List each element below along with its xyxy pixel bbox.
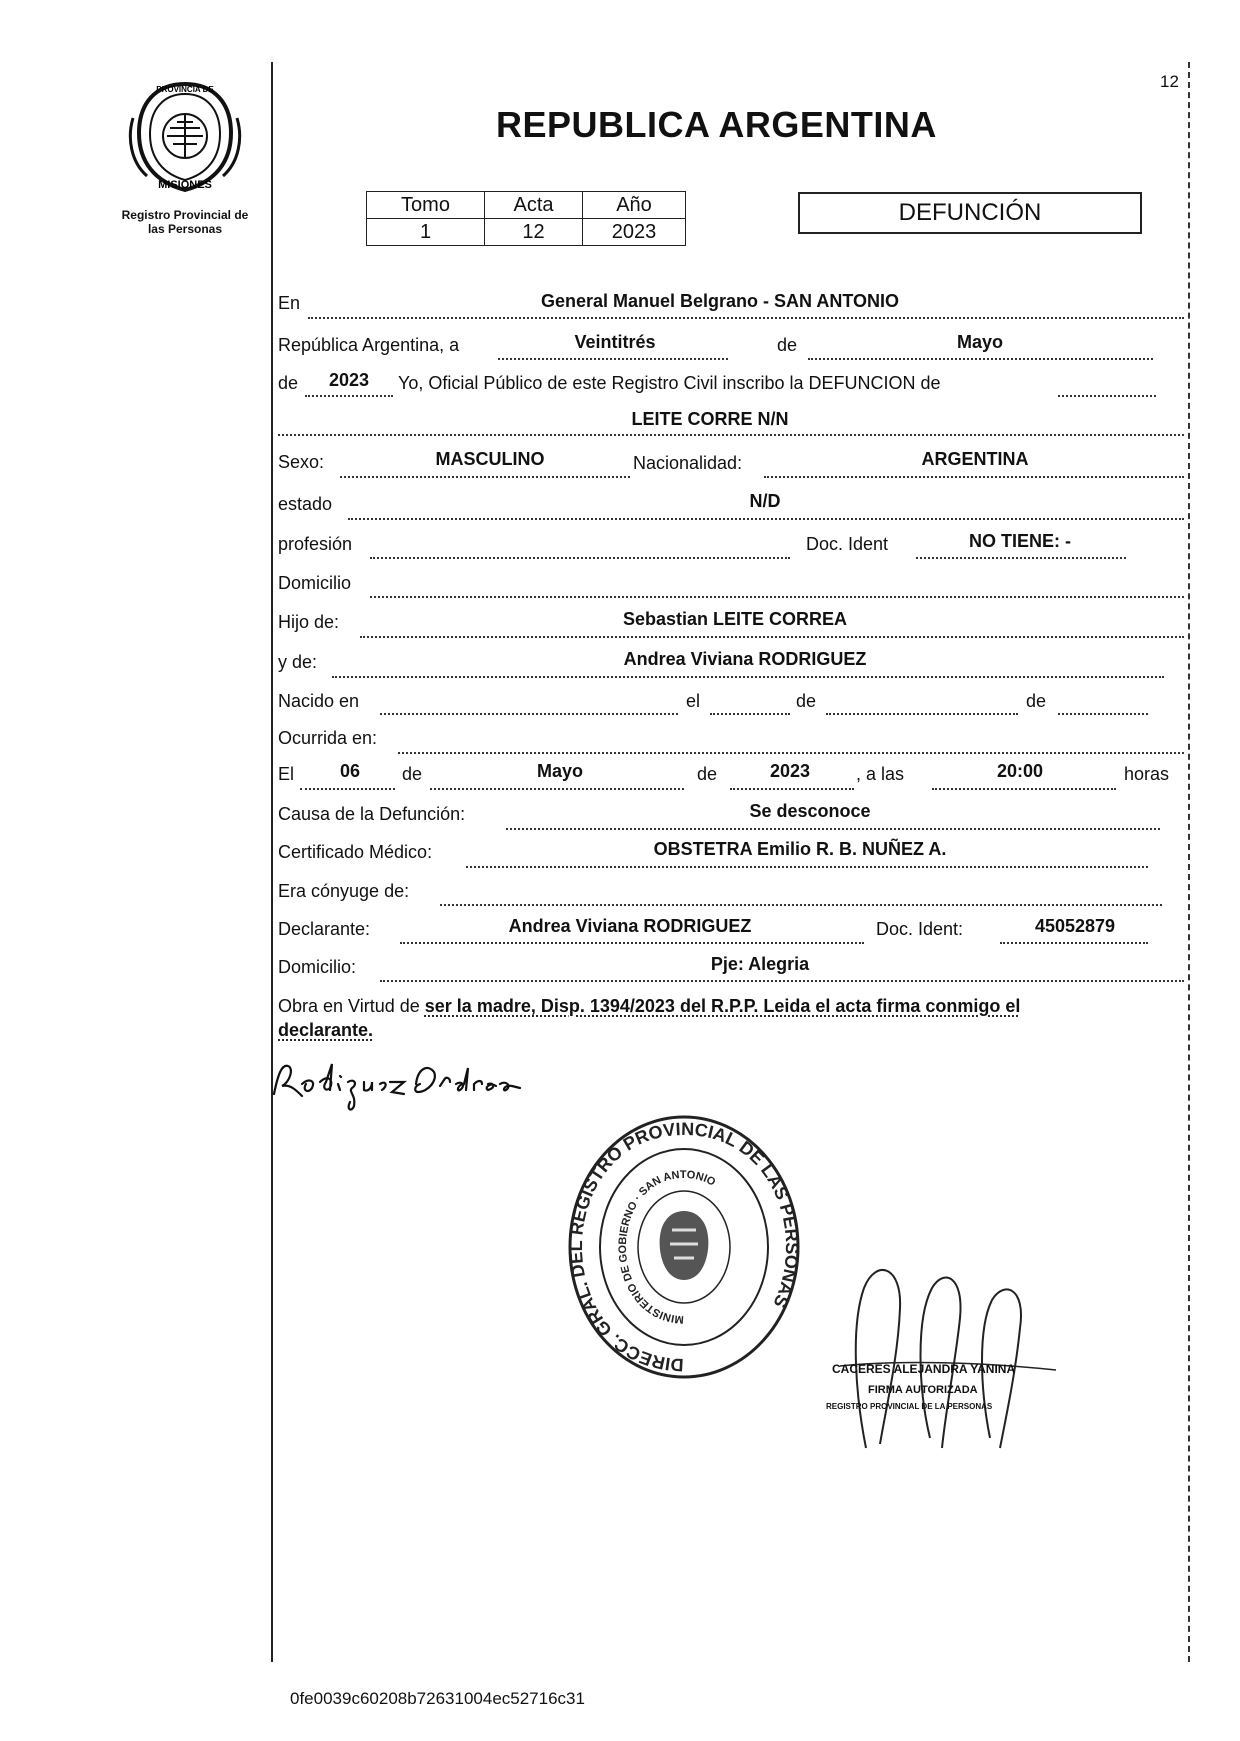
- domicilio2-dots: [380, 980, 1184, 982]
- nacionalidad-dots: [764, 476, 1184, 478]
- obra-value-line2: declarante.: [278, 1020, 374, 1040]
- official-name: CACERES ALEJANDRA YANINA: [832, 1362, 1016, 1376]
- de4-dots: [1058, 713, 1148, 715]
- de-label: de: [777, 335, 798, 355]
- declarante-label: Declarante:: [278, 919, 371, 939]
- estado-dots: [348, 518, 1184, 520]
- yde-value: Andrea Viviana RODRIGUEZ: [623, 649, 867, 669]
- anio-dots: [305, 395, 393, 397]
- anio2-dots: [730, 788, 854, 790]
- dia-dots: [498, 358, 728, 360]
- doc-ident-dots: [916, 557, 1126, 559]
- yde-label: y de:: [278, 652, 318, 672]
- en-label: En: [278, 293, 301, 313]
- yo-label: Yo, Oficial Público de este Registro Civil inscribo la DEFUNCION de: [398, 373, 941, 393]
- hijo-dots: [360, 636, 1184, 638]
- anio-label: Año: [583, 192, 686, 219]
- horas-label: horas: [1124, 764, 1170, 784]
- seal-inner-text: MINISTERIO DE GOBIERNO · SAN ANTONIO: [616, 1168, 718, 1326]
- anio-value: 2023: [583, 219, 686, 246]
- certificado-label: Certificado Médico:: [278, 842, 433, 862]
- domicilio2-value: Pje: Alegria: [710, 954, 810, 974]
- de3-dots: [826, 713, 1018, 715]
- hora-dots: [932, 788, 1116, 790]
- official-signature: [820, 1248, 1080, 1458]
- nacido-dots: [380, 713, 678, 715]
- en-value: General Manuel Belgrano - SAN ANTONIO: [540, 291, 900, 311]
- anio-value: 2023: [328, 370, 370, 390]
- causa-label: Causa de la Defunción:: [278, 804, 466, 824]
- acta-value: 12: [485, 219, 583, 246]
- hijo-label: Hijo de:: [278, 612, 340, 632]
- anio2-value: 2023: [769, 761, 811, 781]
- misiones-logo: [125, 78, 245, 196]
- doc-ident2-label: Doc. Ident:: [876, 919, 964, 939]
- republica-label: República Argentina, a: [278, 335, 460, 355]
- declarante-value: Andrea Viviana RODRIGUEZ: [508, 916, 752, 936]
- registry-label: [100, 208, 270, 236]
- mes2-dots: [430, 788, 684, 790]
- record-table: [366, 191, 686, 246]
- dia2-value: 06: [339, 761, 361, 781]
- conyuge-dots: [440, 904, 1162, 906]
- mes-value: Mayo: [956, 332, 1003, 352]
- right-margin-rule: [1188, 62, 1190, 1662]
- de4-label: de: [1026, 691, 1047, 711]
- declarant-signature: [268, 1054, 528, 1114]
- record-type-box: DEFUNCIÓN: [798, 192, 1142, 234]
- sexo-value: MASCULINO: [435, 449, 545, 469]
- obra-value-line1: ser la madre, Disp. 1394/2023 del R.P.P. Leida el acta firma conmigo el: [424, 996, 1021, 1016]
- conyuge-label: Era cónyuge de:: [278, 881, 410, 901]
- official-role: FIRMA AUTORIZADA: [868, 1384, 978, 1396]
- de6-label: de: [697, 764, 718, 784]
- nacionalidad-value: ARGENTINA: [921, 449, 1029, 469]
- nombre-value: LEITE CORRE N/N: [631, 409, 789, 429]
- domicilio2-label: Domicilio:: [278, 957, 357, 977]
- yo-dots: [1058, 395, 1156, 397]
- tomo-value: 1: [367, 219, 485, 246]
- obra-label: Obra en Virtud de: [278, 996, 420, 1016]
- de3-label: de: [796, 691, 817, 711]
- profesion-dots: [370, 557, 790, 559]
- certificado-dots: [466, 866, 1148, 868]
- estado-label: estado: [278, 494, 333, 514]
- sexo-dots: [340, 476, 630, 478]
- ocurrida-dots: [398, 752, 1184, 754]
- el-label: el: [686, 691, 701, 711]
- domicilio-label: Domicilio: [278, 573, 352, 593]
- yde-dots: [332, 676, 1164, 678]
- en-dots: [308, 317, 1184, 319]
- mes-dots: [808, 358, 1153, 360]
- record-table-values: [367, 219, 686, 246]
- certificado-value: OBSTETRA Emilio R. B. NUÑEZ A.: [653, 839, 947, 859]
- doc-ident-label: Doc. Ident: [806, 534, 889, 554]
- official-registry: REGISTRO PROVINCIAL DE LA PERSONAS: [826, 1402, 993, 1411]
- seal-outer-text: DIRECC. GRAL. DEL REGISTRO PROVINCIAL DE LAS PERSONAS: [566, 1118, 802, 1376]
- el2-label: El: [278, 764, 295, 784]
- acta-label: Acta: [485, 192, 583, 219]
- causa-dots: [506, 828, 1160, 830]
- official-seal: [566, 1112, 802, 1382]
- doc-ident-value: NO TIENE: -: [969, 531, 1071, 551]
- sexo-label: Sexo:: [278, 452, 325, 472]
- de5-label: de: [402, 764, 423, 784]
- declarante-dots: [400, 942, 864, 944]
- nacido-label: Nacido en: [278, 691, 360, 711]
- nacionalidad-label: Nacionalidad:: [633, 453, 743, 473]
- alas-label: , a las: [856, 764, 905, 784]
- left-margin-rule: [271, 62, 273, 1662]
- dia-value: Veintitrés: [574, 332, 656, 352]
- estado-value: N/D: [749, 491, 781, 511]
- registry-label-line2: las Personas: [147, 222, 223, 236]
- profesion-label: profesión: [278, 534, 353, 554]
- domicilio-dots: [370, 596, 1184, 598]
- record-table-header: [367, 192, 686, 219]
- hijo-value: Sebastian LEITE CORREA: [622, 609, 848, 629]
- hora-value: 20:00: [996, 761, 1044, 781]
- document-title: REPUBLICA ARGENTINA: [496, 104, 937, 145]
- registry-label-line1: Registro Provincial de: [121, 208, 249, 222]
- logo-text-top: PROVINCIA DE: [156, 85, 214, 94]
- de2-label: de: [278, 373, 299, 393]
- logo-text-bottom: MISIONES: [158, 179, 212, 191]
- el-dots: [710, 713, 790, 715]
- ocurrida-label: Ocurrida en:: [278, 728, 378, 748]
- dia2-dots: [300, 788, 395, 790]
- obra-line1: [278, 996, 1020, 1017]
- document-hash: 0fe0039c60208b72631004ec52716c31: [290, 1689, 585, 1708]
- obra-line2: [278, 1020, 373, 1041]
- tomo-label: Tomo: [367, 192, 485, 219]
- mes2-value: Mayo: [536, 761, 583, 781]
- causa-value: Se desconoce: [749, 801, 871, 821]
- doc-ident2-value: 45052879: [1034, 916, 1116, 936]
- doc-ident2-dots: [1000, 942, 1148, 944]
- nombre-dots: [278, 434, 1184, 436]
- page-number: 12: [1160, 72, 1179, 91]
